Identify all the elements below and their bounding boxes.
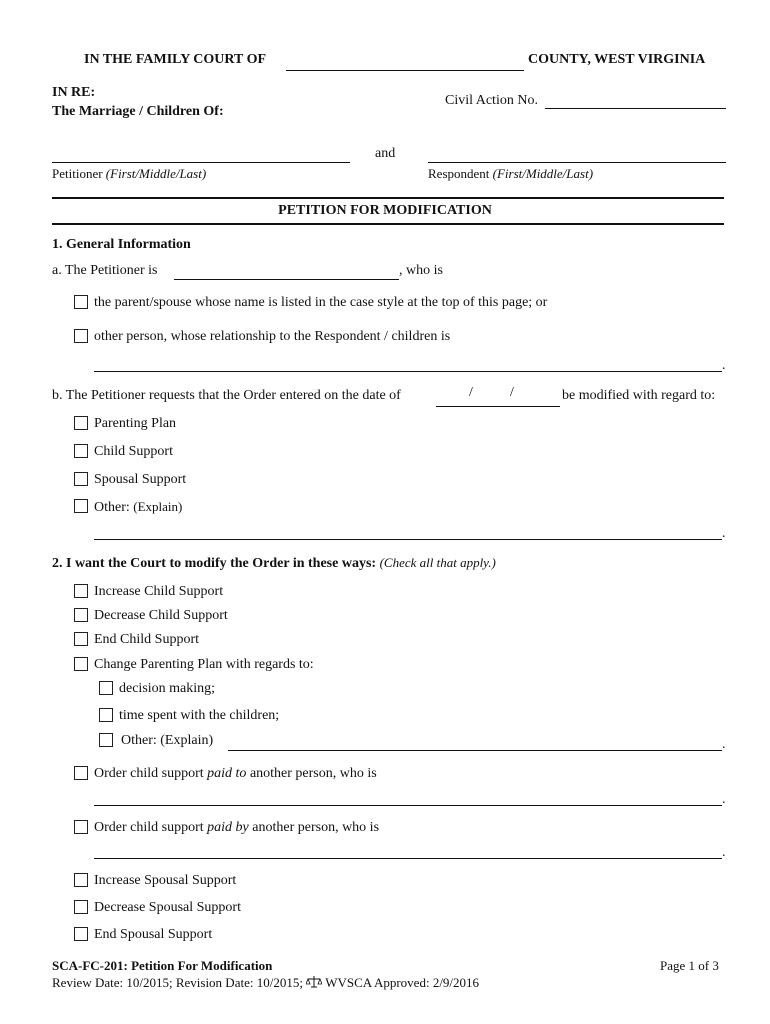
petitioner-caption (52, 166, 206, 182)
change-parenting-plan-label: Change Parenting Plan with regards to: (94, 657, 314, 672)
review-line (52, 975, 479, 993)
end-child-support-label: End Child Support (94, 632, 200, 647)
child-support-checkbox[interactable] (74, 444, 88, 458)
petitioner-hint: (First/Middle/Last) (105, 166, 207, 181)
title-rule-top (52, 197, 724, 199)
paid-by-text-a: Order child support (94, 820, 208, 835)
paid-to-checkbox[interactable] (74, 766, 88, 780)
petitioner-name-blank[interactable] (52, 162, 350, 163)
decrease-spousal-support-checkbox[interactable] (74, 900, 88, 914)
respondent-name-blank[interactable] (428, 162, 726, 163)
paid-by-text-b: paid by (207, 820, 249, 835)
period-4: . (722, 792, 726, 807)
other-text: Other: (94, 500, 130, 515)
title-rule-bottom (52, 223, 724, 225)
parenting-other-label: Other: (Explain) (121, 733, 214, 748)
spousal-support-label: Spousal Support (94, 472, 187, 487)
decrease-child-support-label: Decrease Child Support (94, 608, 228, 623)
paid-by-blank[interactable] (94, 858, 722, 859)
time-spent-checkbox[interactable] (99, 708, 113, 722)
other-explain-blank[interactable] (94, 539, 722, 540)
period-5: . (722, 845, 726, 860)
petitioner-is-suffix: , who is (399, 263, 443, 278)
review-text: Review Date: 10/2015; Revision Date: 10/2015; (52, 975, 303, 990)
spousal-support-checkbox[interactable] (74, 472, 88, 486)
other-explain-text: (Explain) (133, 499, 183, 514)
decrease-spousal-support-label: Decrease Spousal Support (94, 900, 241, 915)
other-label (94, 499, 182, 516)
paid-by-checkbox[interactable] (74, 820, 88, 834)
other-checkbox[interactable] (74, 499, 88, 513)
in-re: IN RE: (52, 85, 96, 100)
court-suffix: COUNTY, WEST VIRGINIA (528, 52, 706, 67)
section2-heading-row (52, 555, 496, 572)
section2-hint: (Check all that apply.) (379, 555, 496, 570)
other-person-label: other person, whose relationship to the Respondent / children is (94, 329, 451, 344)
paid-to-text-b: paid to (207, 766, 247, 781)
end-child-support-checkbox[interactable] (74, 632, 88, 646)
increase-spousal-support-label: Increase Spousal Support (94, 873, 237, 888)
decrease-child-support-checkbox[interactable] (74, 608, 88, 622)
section2-heading: 2. I want the Court to modify the Order in these ways: (52, 556, 377, 571)
date-sep-1: / (469, 385, 473, 400)
court-prefix: IN THE FAMILY COURT OF (84, 52, 267, 67)
page-title: PETITION FOR MODIFICATION (278, 203, 492, 218)
paid-to-blank[interactable] (94, 805, 722, 806)
paid-to-label (94, 766, 377, 782)
respondent-caption (428, 166, 593, 182)
period-1: . (722, 358, 726, 373)
paid-to-text-a: Order child support (94, 766, 208, 781)
paid-by-text-c: another person, who is (248, 820, 380, 835)
paid-to-text-c: another person, who is (246, 766, 377, 781)
respondent-hint: (First/Middle/Last) (492, 166, 594, 181)
parent-spouse-label: the parent/spouse whose name is listed in the case style at the top of this page; or (94, 295, 548, 310)
parenting-plan-checkbox[interactable] (74, 416, 88, 430)
petitioner-label: Petitioner (52, 166, 103, 181)
child-support-label: Child Support (94, 444, 173, 459)
other-person-checkbox[interactable] (74, 329, 88, 343)
and-text: and (375, 146, 396, 161)
increase-child-support-label: Increase Child Support (94, 584, 224, 599)
relationship-blank[interactable] (94, 371, 722, 372)
petitioner-is-blank[interactable] (174, 279, 399, 280)
decision-making-checkbox[interactable] (99, 681, 113, 695)
order-date-blank[interactable] (436, 406, 560, 407)
order-date-prefix: b. The Petitioner requests that the Order entered on the date of (52, 388, 401, 403)
scales-icon (306, 975, 322, 993)
civil-action-label: Civil Action No. (445, 93, 538, 108)
order-date-suffix: be modified with regard to: (562, 388, 716, 403)
page-number: Page 1 of 3 (660, 958, 719, 973)
parenting-other-checkbox[interactable] (99, 733, 113, 747)
form-id: SCA-FC-201: Petition For Modification (52, 958, 273, 973)
increase-child-support-checkbox[interactable] (74, 584, 88, 598)
marriage-children: The Marriage / Children Of: (52, 104, 224, 119)
civil-action-blank[interactable] (545, 108, 726, 109)
petitioner-is-prefix: a. The Petitioner is (52, 263, 158, 278)
decision-making-label: decision making; (119, 681, 216, 696)
end-spousal-support-label: End Spousal Support (94, 927, 213, 942)
parenting-other-blank[interactable] (228, 750, 722, 751)
change-parenting-plan-checkbox[interactable] (74, 657, 88, 671)
parent-spouse-checkbox[interactable] (74, 295, 88, 309)
paid-by-label (94, 820, 379, 836)
date-sep-2: / (510, 385, 514, 400)
parenting-plan-label: Parenting Plan (94, 416, 177, 431)
approved-text: WVSCA Approved: 2/9/2016 (325, 975, 480, 990)
period-2: . (722, 526, 726, 541)
period-3: . (722, 737, 726, 752)
increase-spousal-support-checkbox[interactable] (74, 873, 88, 887)
respondent-label: Respondent (428, 166, 490, 181)
time-spent-label: time spent with the children; (119, 708, 280, 723)
county-blank[interactable] (286, 70, 524, 71)
section1-heading: 1. General Information (52, 237, 191, 252)
end-spousal-support-checkbox[interactable] (74, 927, 88, 941)
